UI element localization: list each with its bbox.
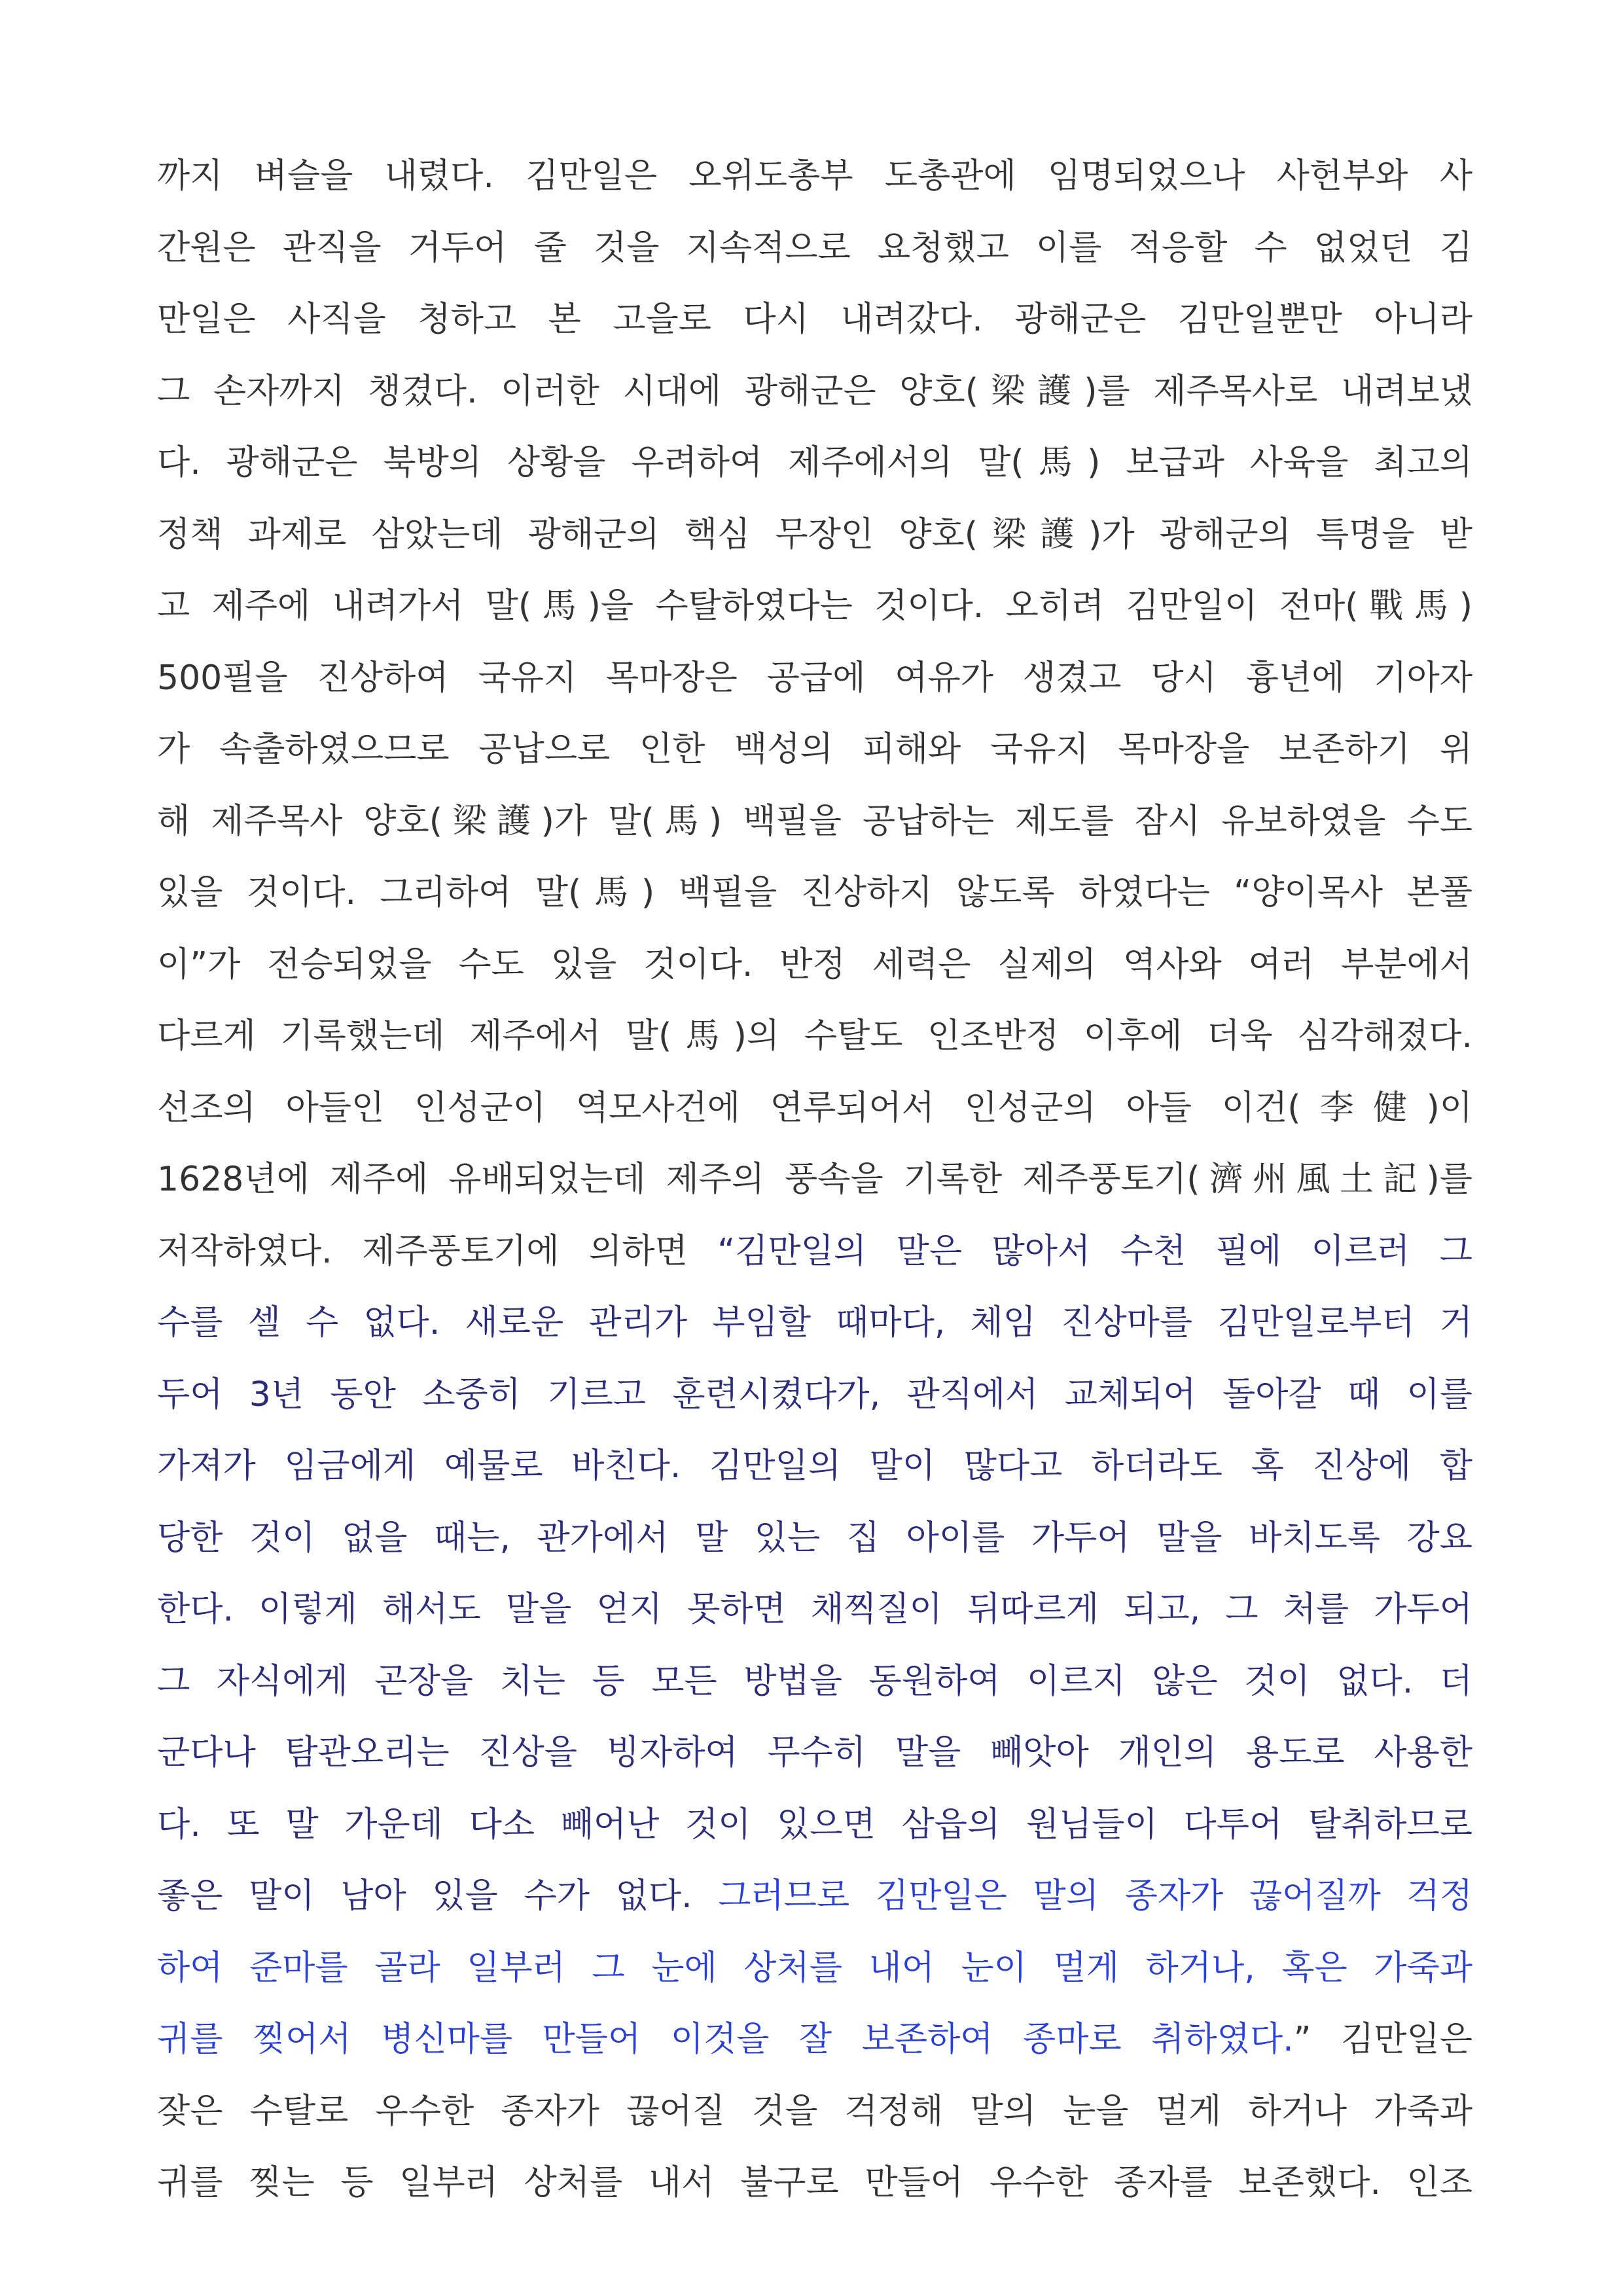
text-line [157, 571, 1472, 643]
text-line [157, 1933, 1472, 2005]
text-segment: 다. 또 말 가운데 다소 빼어난 것이 있으면 삼읍의 원님들이 다투어 탈취하므로 [157, 1804, 1472, 1844]
text-segment: 다. 광해군은 북방의 상황을 우려하여 제주에서의 말(馬) 보급과 사육을 최고의 [157, 443, 1472, 482]
text-line [157, 427, 1472, 499]
text-segment: 다르게 기록했는데 제주에서 말(馬)의 수탈도 인조반정 이후에 더욱 심각해졌다. [157, 1016, 1472, 1056]
text-line [157, 643, 1472, 715]
text-line [157, 1503, 1472, 1575]
text-segment: 좋은 말이 남아 있을 수가 없다. [157, 1876, 719, 1916]
text-segment: 군다나 탐관오리는 진상을 빙자하여 무수히 말을 빼앗아 개인의 용도로 사용한 [157, 1733, 1472, 1772]
text-segment: 잦은 수탈로 우수한 종자가 끊어질 것을 걱정해 말의 눈을 멀게 하거나 가죽과 [157, 2091, 1472, 2131]
text-segment: 정책 과제로 삼았는데 광해군의 핵심 무장인 양호(梁護)가 광해군의 특명을 받 [157, 514, 1472, 554]
text-segment: 한다. 이렇게 해서도 말을 얻지 못하면 채찍질이 뒤따르게 되고, 그 처를 가두어 [157, 1590, 1472, 1629]
text-segment: 그 손자까지 챙겼다. 이러한 시대에 광해군은 양호(梁護)를 제주목사로 내려보냈 [157, 371, 1472, 411]
text-line [157, 1216, 1472, 1288]
text-segment: 그러므로 김만일은 말의 종자가 끊어질까 걱정 [718, 1876, 1472, 1916]
text-segment: 간원은 관직을 거두어 줄 것을 지속적으로 요청했고 이를 적응할 수 없었던 김 [157, 228, 1472, 268]
text-line [157, 786, 1472, 858]
text-segment: 이”가 전승되었을 수도 있을 것이다. 반정 세력은 실제의 역사와 여러 부분에서 [157, 944, 1472, 984]
text-line [157, 1144, 1472, 1216]
text-line [157, 1001, 1472, 1073]
text-segment: 까지 벼슬을 내렸다. 김만일은 오위도총부 도총관에 임명되었으나 사헌부와 사 [157, 156, 1472, 196]
text-segment: 그 자식에게 곤장을 치는 등 모든 방법을 동원하여 이르지 않은 것이 없다. 더 [157, 1661, 1472, 1701]
text-line [157, 714, 1472, 786]
text-segment: 당한 것이 없을 때는, 관가에서 말 있는 집 아이를 가두어 말을 바치도록 강요 [157, 1518, 1472, 1558]
text-line [157, 1574, 1472, 1646]
text-segment: 두어 3년 동안 소중히 기르고 훈련시켰다가, 관직에서 교체되어 돌아갈 때 이를 [157, 1374, 1472, 1414]
text-segment: 만일은 사직을 청하고 본 고을로 다시 내려갔다. 광해군은 김만일뿐만 아니라 [157, 300, 1472, 339]
text-line [157, 2004, 1472, 2076]
text-segment: 선조의 아들인 인성군이 역모사건에 연루되어서 인성군의 아들 이건(李健)이 [157, 1088, 1472, 1128]
text-segment: 가 속출하였으므로 공납으로 인한 백성의 피해와 국유지 목마장을 보존하기 위 [157, 730, 1472, 769]
text-segment: “김만일의 말은 많아서 수천 필에 이르러 그 [717, 1231, 1472, 1271]
text-segment: 수를 셀 수 없다. 새로운 관리가 부임할 때마다, 체임 진상마를 김만일로부터 거 [157, 1303, 1472, 1342]
text-line [157, 1073, 1472, 1145]
text-line [157, 1717, 1472, 1789]
text-line [157, 1789, 1472, 1861]
text-line [157, 1431, 1472, 1503]
text-segment: 500필을 진상하여 국유지 목마장은 공급에 여유가 생겼고 당시 흉년에 기아자 [157, 658, 1472, 698]
text-segment: ” 김만일은 [1293, 2020, 1472, 2059]
text-line [157, 356, 1472, 428]
text-segment: 있을 것이다. 그리하여 말(馬) 백필을 진상하지 않도록 하였다는 “양이목사 본풀 [157, 873, 1472, 912]
text-segment: 고 제주에 내려가서 말(馬)을 수탈하였다는 것이다. 오히려 김만일이 전마(戰馬) [157, 586, 1472, 626]
text-line [157, 2076, 1472, 2148]
text-line [157, 213, 1472, 285]
text-line [157, 1287, 1472, 1359]
body-paragraph [157, 141, 1472, 2219]
text-line [157, 1359, 1472, 1431]
text-line [157, 929, 1472, 1001]
text-line [157, 1646, 1472, 1718]
text-segment: 가져가 임금에게 예물로 바친다. 김만일의 말이 많다고 하더라도 혹 진상에 합 [157, 1446, 1472, 1486]
text-line [157, 1861, 1472, 1933]
text-line [157, 284, 1472, 356]
text-line [157, 2147, 1472, 2219]
text-segment: 1628년에 제주에 유배되었는데 제주의 풍속을 기록한 제주풍토기(濟州風土記)를 [157, 1160, 1472, 1199]
text-line [157, 141, 1472, 213]
text-segment: 저작하였다. 제주풍토기에 의하면 [157, 1231, 718, 1271]
text-line [157, 857, 1472, 929]
text-segment: 하여 준마를 골라 일부러 그 눈에 상처를 내어 눈이 멀게 하거나, 혹은 가죽과 [157, 1948, 1472, 1988]
text-segment: 귀를 찢어서 병신마를 만들어 이것을 잘 보존하여 종마로 취하였다. [157, 2020, 1294, 2059]
text-segment: 해 제주목사 양호(梁護)가 말(馬) 백필을 공납하는 제도를 잠시 유보하였을 수도 [157, 801, 1472, 841]
text-line [157, 499, 1472, 571]
text-segment: 귀를 찢는 등 일부러 상처를 내서 불구로 만들어 우수한 종자를 보존했다. 인조 [157, 2163, 1472, 2202]
